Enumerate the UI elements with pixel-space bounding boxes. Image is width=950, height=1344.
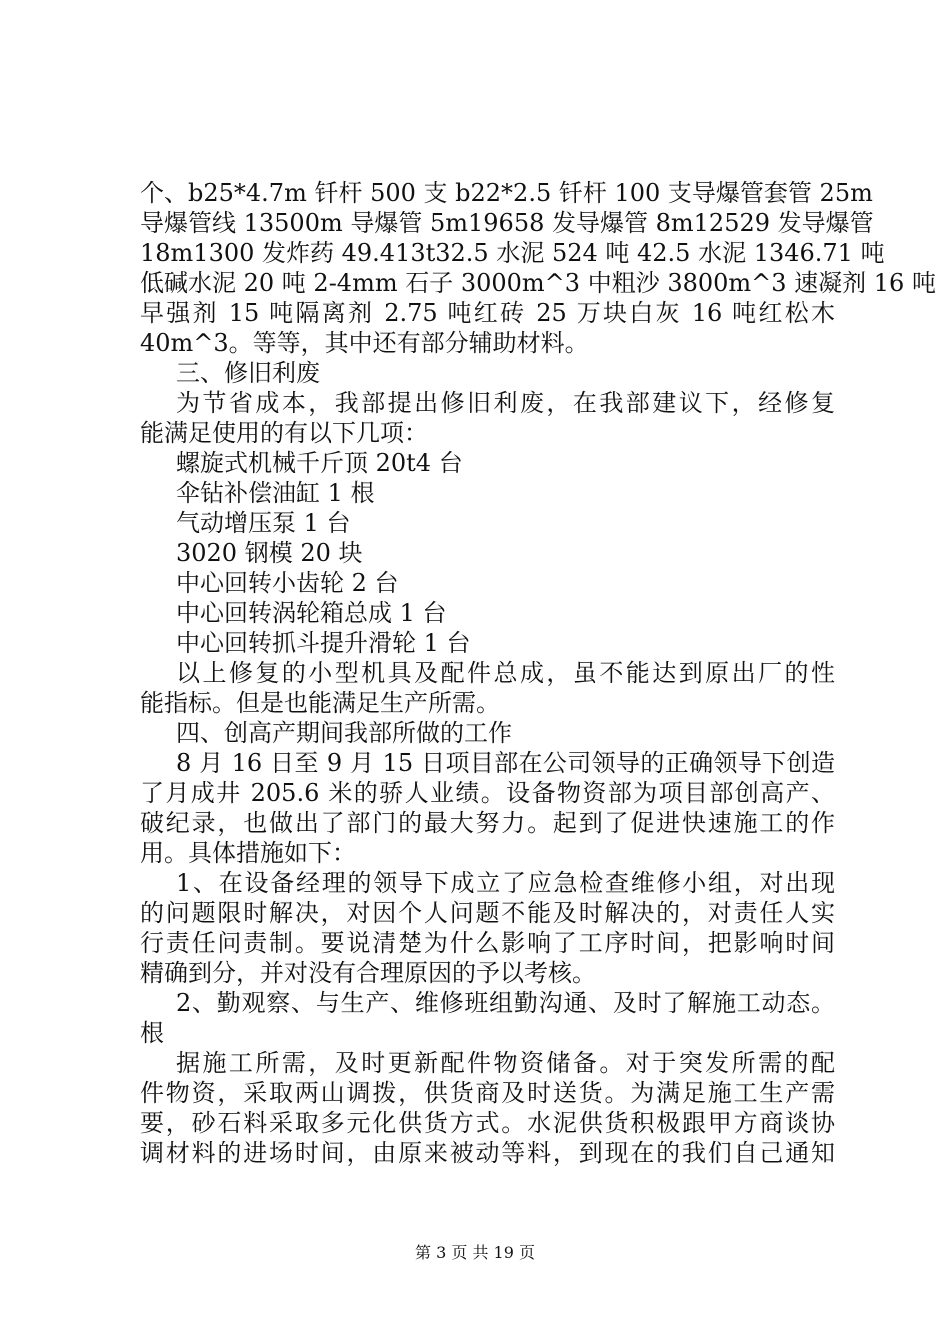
body-text-line: 的问题限时解决，对因个人问题不能及时解决的，对责任人实 [140,899,835,927]
body-text-line: 早强剂 15 吨隔离剂 2.75 吨红砖 25 万块白灰 16 吨红松木 [140,299,835,327]
list-item: 螺旋式机械千斤顶 20t4 台 [176,449,463,477]
body-text-line: 破纪录，也做出了部门的最大努力。起到了促进快速施工的作 [140,809,835,837]
list-item: 气动增压泵 1 台 [176,509,351,537]
body-text-line: 1、在设备经理的领导下成立了应急检查维修小组，对出现 [176,869,835,897]
body-text-line: 个、b25*4.7m 钎杆 500 支 b22*2.5 钎杆 100 支导爆管套管 25m [140,179,873,207]
body-text-line: 能满足使用的有以下几项： [140,419,428,447]
list-item: 中心回转小齿轮 2 台 [176,569,399,597]
body-text-line: 据施工所需，及时更新配件物资储备。对于突发所需的配 [176,1049,835,1077]
body-text-line: 件物资，采取两山调拨，供货商及时送货。为满足施工生产需 [140,1079,835,1107]
body-text-line: 8 月 16 日至 9 月 15 日项目部在公司领导的正确领导下创造 [176,749,835,777]
body-text-line: 调材料的进场时间，由原来被动等料，到现在的我们自己通知 [140,1139,835,1167]
body-text-line: 用。具体措施如下： [140,839,356,867]
body-text-line: 18m1300 发炸药 49.413t32.5 水泥 524 吨 42.5 水泥 1346.71 吨 [140,239,885,267]
body-text-line: 能指标。但是也能满足生产所需。 [140,689,500,717]
body-text-line: 精确到分，并对没有合理原因的予以考核。 [140,959,596,987]
list-item: 3020 钢模 20 块 [176,539,363,567]
body-text-line: 导爆管线 13500m 导爆管 5m19658 发导爆管 8m12529 发导爆管 [140,209,874,237]
body-text-line: 40m^3。等等，其中还有部分辅助材料。 [140,329,589,357]
section-heading: 四、创高产期间我部所做的工作 [176,719,512,747]
section-heading: 三、修旧利废 [176,359,320,387]
list-item: 伞钻补偿油缸 1 根 [176,479,375,507]
list-item: 中心回转抓斗提升滑轮 1 台 [176,629,471,657]
body-text-line: 2、勤观察、与生产、维修班组勤沟通、及时了解施工动态。 [176,989,835,1017]
list-item: 中心回转涡轮箱总成 1 台 [176,599,447,627]
body-text-line: 以上修复的小型机具及配件总成，虽不能达到原出厂的性 [176,659,835,687]
body-text-line: 了月成井 205.6 米的骄人业绩。设备物资部为项目部创高产、 [140,779,835,807]
body-text-line: 行责任问责制。要说清楚为什么影响了工序时间，把影响时间 [140,929,835,957]
body-text-line: 低碱水泥 20 吨 2-4mm 石子 3000m^3 中粗沙 3800m^3 速凝剂 16 吨 [140,269,936,297]
body-text-line: 为节省成本，我部提出修旧利废，在我部建议下，经修复 [176,389,835,417]
body-text-line: 根 [140,1019,164,1047]
body-text-line: 要，砂石料采取多元化供货方式。水泥供货积极跟甲方商谈协 [140,1109,835,1137]
page-footer: 第 3 页 共 19 页 [415,1243,535,1262]
